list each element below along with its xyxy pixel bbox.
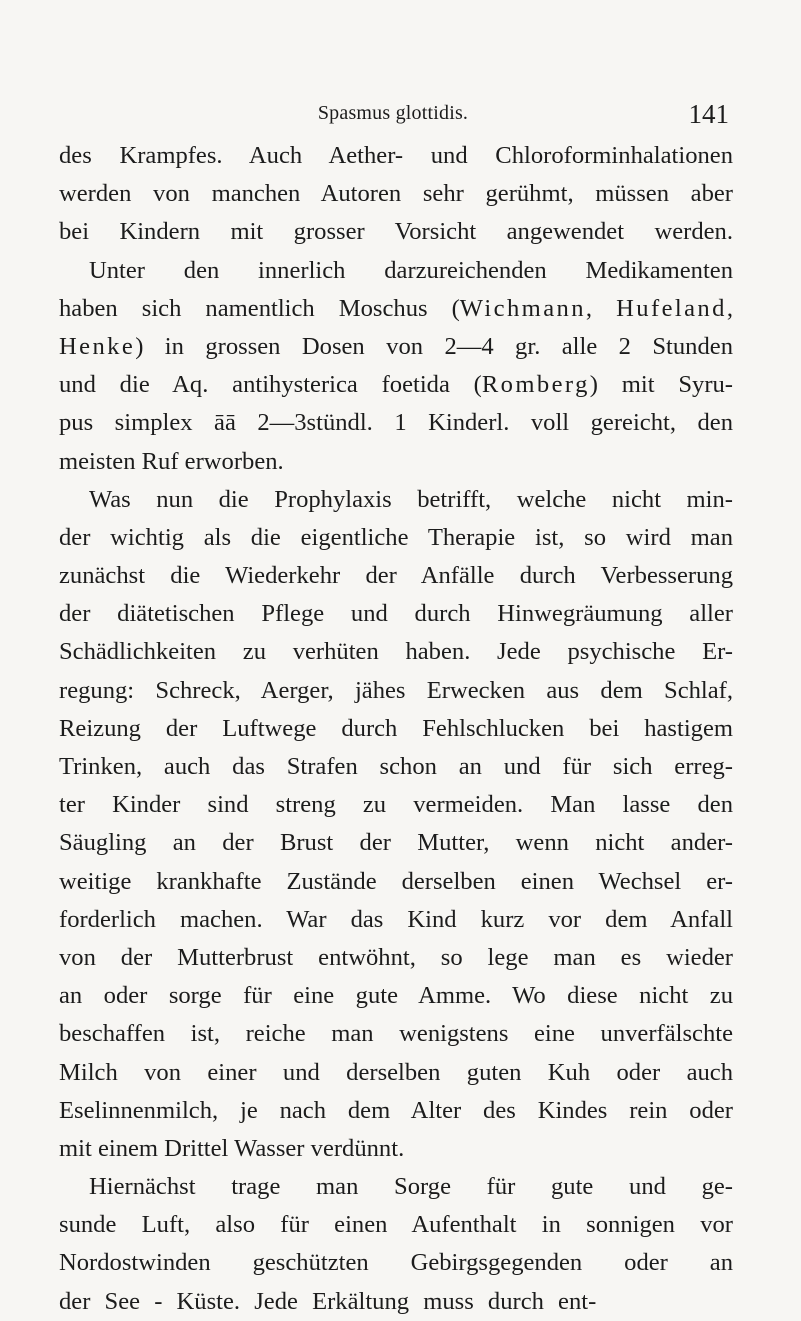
text-line: Reizung der Luftwege durch Fehlschlucken bei hastigem [59,714,733,742]
text-line: Henke) in grossen Dosen von 2—4 gr. alle 2 Stunden [59,332,733,360]
text-line: Säugling an der Brust der Mutter, wenn nicht ander- [59,829,733,857]
paragraph-end-line: mit einem Drittel Wasser verdünnt. [59,1134,405,1162]
page-number: 141 [688,99,729,129]
text-line: an oder sorge für eine gute Amme. Wo diese nicht zu [59,982,733,1010]
text-line: ter Kinder sind streng zu vermeiden. Man lasse den [59,791,733,819]
page-header [57,99,729,132]
paragraph-start-line: Was nun die Prophylaxis betrifft, welche nicht min- [89,485,733,513]
text-line: und die Aq. antihysterica foetida (Romberg) mit Syru- [59,371,733,399]
text-line: pus simplex āā 2—3stündl. 1 Kinderl. voll gereicht, den [59,409,733,437]
text-line: zunächst die Wiederkehr der Anfälle durch Verbesserung [59,562,733,590]
text-line: des Krampfes. Auch Aether- und Chloroforminhalationen [59,142,733,169]
text-line: haben sich namentlich Moschus (Wichmann, Hufeland, [59,294,733,322]
text-line: sunde Luft, also für einen Aufenthalt in sonnigen vor [59,1211,733,1239]
text-line: Trinken, auch das Strafen schon an und für sich erreg- [59,753,733,780]
paragraph-end-line: meisten Ruf erworben. [59,447,284,475]
text-line: werden von manchen Autoren sehr gerühmt, müssen aber [59,180,733,208]
text-line: bei Kindern mit grosser Vorsicht angewendet werden. [59,218,733,246]
running-title: Spasmus glottidis. [317,102,469,124]
author-name: Romberg [481,371,590,399]
text-line: von der Mutterbrust entwöhnt, so lege man es wieder [59,943,733,971]
text-line: Milch von einer und derselben guten Kuh oder auch [59,1058,733,1086]
text-line: beschaffen ist, reiche man wenigstens eine unverfälschte [59,1020,733,1048]
text-line: der wichtig als die eigentliche Therapie ist, so wird man [59,523,733,551]
text-line: forderlich machen. War das Kind kurz vor dem Anfall [59,905,733,933]
paragraph-start-line: Hiernächst trage man Sorge für gute und ge- [89,1173,733,1201]
author-name: Wichmann [459,294,586,322]
text-line: regung: Schreck, Aerger, jähes Erwecken aus dem Schlaf, [59,676,733,704]
text-line: Schädlichkeiten zu verhüten haben. Jede psychische Er- [59,638,733,666]
body-text [59,137,733,1321]
text-line: Nordostwinden geschützten Gebirgsgegenden oder an [59,1249,733,1277]
author-name: Hufeland [616,294,727,322]
author-name: Henke [59,332,136,360]
text-line: der See - Küste. Jede Erkältung muss durch ent- [59,1287,597,1315]
text-line: weitige krankhafte Zustände derselben einen Wechsel er- [59,867,733,895]
paragraph-start-line: Unter den innerlich darzureichenden Medikamenten [89,256,733,284]
text-line: der diätetischen Pflege und durch Hinwegräumung aller [59,600,733,628]
text-line: Eselinnenmilch, je nach dem Alter des Kindes rein oder [59,1096,733,1124]
